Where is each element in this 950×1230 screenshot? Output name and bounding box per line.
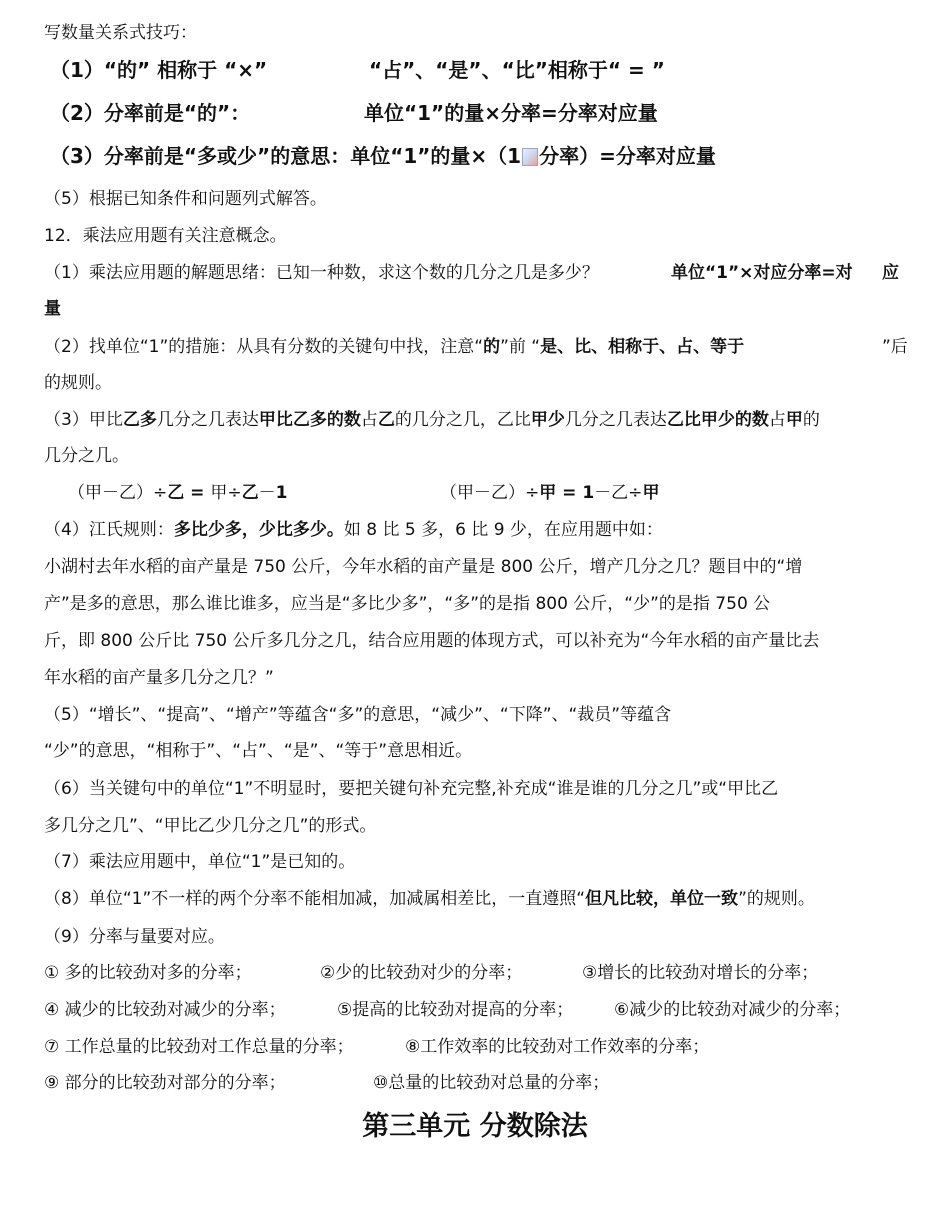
compare-6: ⑥减少的比较劲对减少的分率； (614, 1000, 851, 1020)
p3-d: 甲比乙多的数 (258, 410, 361, 430)
p3-k: 占 (768, 410, 786, 430)
compare-row-2 (44, 998, 944, 1022)
p3-a: （3）甲比 (44, 410, 123, 430)
point-2-cont: 的规则。 (44, 373, 112, 393)
compare-4: ④ 减少的比较劲对减少的分率； (44, 1000, 286, 1020)
p8-c: ”的规则。 (738, 889, 815, 909)
rule-3 (50, 144, 716, 168)
compare-2: ②少的比较劲对少的分率； (320, 963, 523, 983)
point-2-text-b: ”前 “ (500, 337, 541, 357)
point-5-line-1: （5）“增长”、“提高”、“增产”等蕴含“多”的意思，“减少”、“下降”、“裁员”等蕴含 (44, 705, 672, 725)
p3-b: 乙多 (122, 410, 157, 430)
p3-l: 甲 (785, 410, 803, 430)
rule-3-left: （3）分率前是“多或少”的意思：单位“1”的量×（1 (50, 144, 522, 168)
formula-1: （甲－乙）÷乙 = 甲÷乙－1 (68, 483, 288, 503)
point-3-cont: 几分之几。 (44, 446, 129, 466)
p4-c: 如 8 比 5 多，6 比 9 少，在应用题中如： (343, 520, 663, 540)
rule-1-left: （1）“的” 相称于 “×” (50, 58, 268, 82)
point-2-bold-words: 是、比、相称于、占、等于 (540, 337, 745, 357)
rule-1 (44, 58, 944, 86)
p3-e: 占 (360, 410, 378, 430)
point-2-end: ”后 (882, 337, 908, 357)
compare-row-4 (44, 1071, 944, 1095)
example-line-4: 年水稻的亩产量多几分之几？” (44, 668, 274, 688)
point-2-text: （2）找单位“1”的措施：从具有分数的关键句中找，注意“ (44, 337, 484, 357)
point-5-line-2: “少”的意思，“相称于”、“占”、“是”、“等于”意思相近。 (44, 741, 473, 761)
example-line-1: 小湖村去年水稻的亩产量是 750 公斤，今年水稻的亩产量是 800 公斤，增产几分之几？题目中的“增 (44, 557, 803, 577)
point-9: （9）分率与量要对应。 (44, 927, 225, 947)
p3-m: 的 (802, 410, 820, 430)
point-1-text: （1）乘法应用题的解题思绪：已知一种数，求这个数的几分之几是多少？ (44, 263, 599, 283)
formula-2: （甲－乙）÷甲 = 1－乙÷甲 (440, 483, 660, 503)
section-12-title: 12．乘法应用题有关注意概念。 (44, 226, 287, 246)
unit-heading: 第三单元 分数除法 (362, 1111, 588, 1142)
example-line-3: 斤，即 800 公斤比 750 公斤多几分之几，结合应用题的体现方式，可以补充为“今年水稻的亩产量比去 (44, 631, 820, 651)
compare-row-1 (44, 961, 944, 985)
p8-a: （8）单位“1”不一样的两个分率不能相加减，加减属相差比，一直遵照“ (44, 889, 586, 909)
formula-row (44, 481, 944, 505)
compare-row-3 (44, 1035, 944, 1059)
point-1-formula: 单位“1”×对应分率=对 (671, 263, 853, 283)
point-1-cont: 量 (44, 299, 61, 319)
compare-5: ⑤提高的比较劲对提高的分率； (337, 1000, 574, 1020)
p3-f: 乙 (377, 410, 395, 430)
p3-g: 的几分之几，乙比 (394, 410, 531, 430)
broken-image-icon (522, 148, 538, 166)
point-2 (44, 335, 944, 359)
point-1 (44, 261, 944, 285)
point-2-bold-de: 的 (483, 337, 501, 357)
p4-a: （4）江氏规则： (44, 520, 174, 540)
rule-1-right: “占”、“是”、“比”相称于“ = ” (369, 58, 665, 82)
point-4 (44, 518, 663, 542)
p4-rule: 多比少多，少比多少。 (173, 520, 344, 540)
rule-2-right: 单位“1”的量×分率=分率对应量 (364, 101, 658, 125)
compare-3: ③增长的比较劲对增长的分率； (582, 963, 819, 983)
point-8 (44, 887, 815, 911)
point-7: （7）乘法应用题中，单位“1”是已知的。 (44, 852, 356, 872)
compare-7: ⑦ 工作总量的比较劲对工作总量的分率； (44, 1037, 354, 1057)
rule-2 (44, 101, 944, 129)
point-1-formula-end: 应 (882, 263, 899, 283)
compare-10: ⑩总量的比较劲对总量的分率； (373, 1073, 610, 1093)
compare-9: ⑨ 部分的比较劲对部分的分率； (44, 1073, 286, 1093)
p3-c: 几分之几表达 (156, 410, 259, 430)
rule-3-right: 分率）=分率对应量 (539, 144, 716, 168)
p3-i: 几分之几表达 (564, 410, 667, 430)
point-6-line-2: 多几分之几”、“甲比乙少几分之几”的形式。 (44, 816, 377, 836)
point-6-line-1: （6）当关键句中的单位“1”不明显时，要把关键句补充完整,补充成“谁是谁的几分之几”或“甲比乙 (44, 779, 779, 799)
example-line-2: 产”是多的意思，那么谁比谁多，应当是“多比少多”，“多”的是指 800 公斤，“少”的是指 750 公 (44, 594, 771, 614)
intro-text: 写数量关系式技巧： (44, 23, 197, 43)
compare-1: ① 多的比较劲对多的分率； (44, 963, 252, 983)
rule-2-left: （2）分率前是“的”： (50, 101, 251, 125)
p3-j: 乙比甲少的数 (666, 410, 769, 430)
point-3 (44, 408, 820, 432)
step-5: （5）根据已知条件和问题列式解答。 (44, 189, 327, 209)
p3-h: 甲少 (530, 410, 565, 430)
p8-rule: 但凡比较，单位一致 (585, 889, 739, 909)
compare-8: ⑧工作效率的比较劲对工作效率的分率； (405, 1037, 710, 1057)
